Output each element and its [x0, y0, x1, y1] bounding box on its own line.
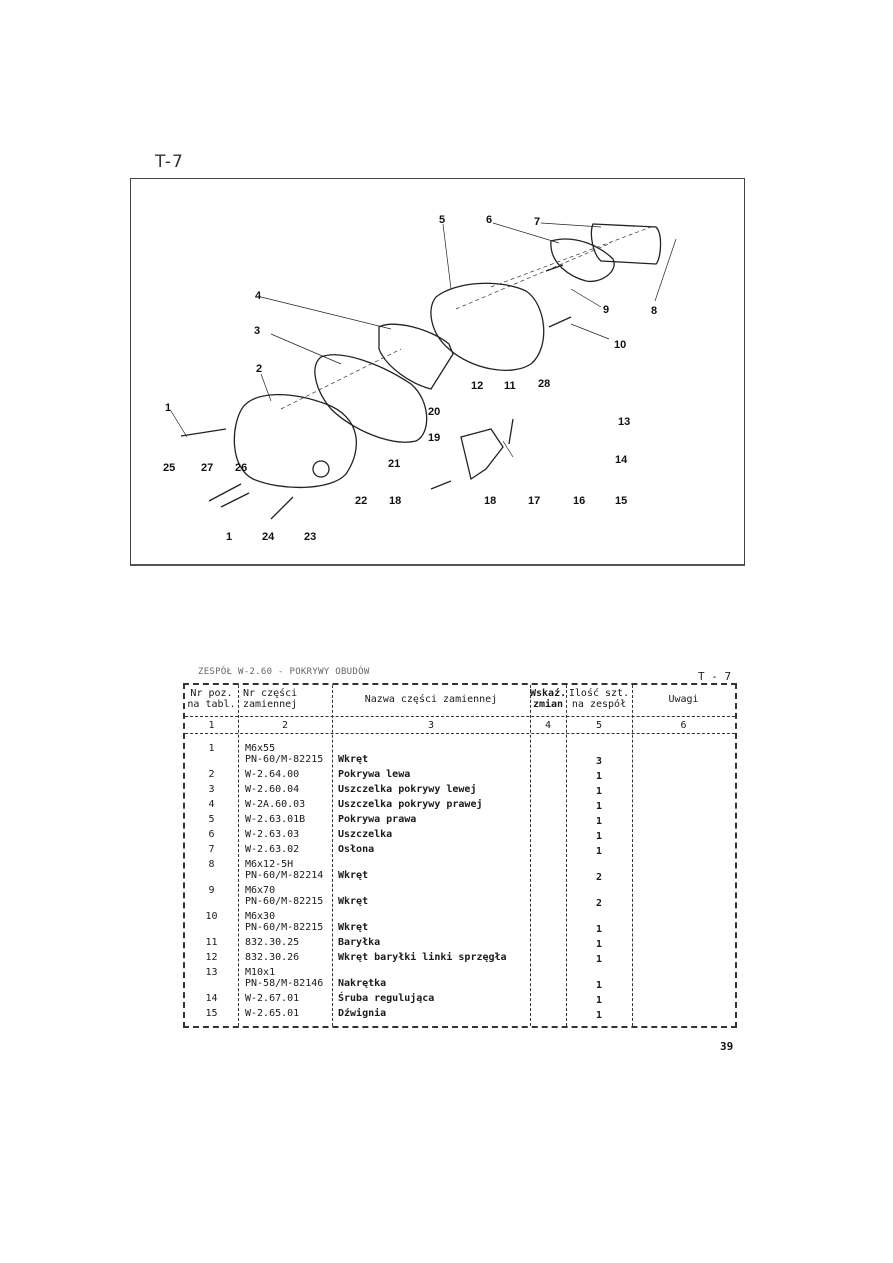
callout-label: 5	[439, 214, 446, 226]
row-part-name: Wkręt	[338, 870, 369, 881]
callout-label: 19	[428, 432, 441, 444]
row-part-number: W-2.63.02	[245, 844, 300, 855]
row-position: 15	[205, 1008, 218, 1019]
row-part-number: PN-60/M-82214	[245, 870, 324, 881]
callout-label: 14	[615, 454, 628, 466]
column-number: 3	[427, 720, 435, 731]
row-part-number: W-2.60.04	[245, 784, 300, 795]
left-cover-part	[234, 395, 356, 488]
header-remarks: Uwagi	[668, 694, 699, 705]
callout-label: 27	[201, 462, 214, 474]
screw-part	[221, 493, 249, 507]
column-number: 2	[281, 720, 289, 731]
row-quantity: 1	[595, 801, 603, 812]
row-quantity: 2	[595, 872, 603, 883]
header-part-number: Nr części zamiennej	[243, 688, 298, 710]
column-number: 6	[680, 720, 687, 731]
row-part-name: Uszczelka pokrywy lewej	[338, 784, 477, 795]
callout-label: 4	[255, 290, 262, 302]
row-part-name: Wkręt	[338, 922, 369, 933]
row-part-name: Uszczelka	[338, 829, 393, 840]
row-quantity: 1	[595, 980, 603, 991]
row-position: 11	[205, 937, 218, 948]
row-position: 8	[208, 859, 215, 870]
callout-label: 28	[538, 378, 551, 390]
row-part-number: W-2.63.01B	[245, 814, 306, 825]
row-position: 9	[208, 885, 215, 896]
callout-label: 24	[262, 531, 275, 543]
screw-part	[271, 497, 293, 519]
page-label: T-7	[155, 152, 184, 172]
callout-label: 22	[355, 495, 368, 507]
row-part-number: PN-60/M-82215	[245, 754, 324, 765]
row-part-number: W-2.67.01	[245, 993, 300, 1004]
exploded-view-figure	[130, 178, 745, 566]
callout-label: 26	[235, 462, 248, 474]
screw-part	[546, 265, 563, 271]
callout-label: 23	[304, 531, 317, 543]
row-quantity: 1	[595, 995, 603, 1006]
row-part-name: Wkręt	[338, 754, 369, 765]
row-quantity: 1	[595, 831, 603, 842]
row-part-name: Wkręt	[338, 896, 369, 907]
callout-label: 20	[428, 406, 441, 418]
row-part-number: M10x1	[245, 967, 276, 978]
row-part-number: M6x30	[245, 911, 276, 922]
left-cover-boss	[313, 461, 329, 477]
right-gasket-part	[379, 324, 453, 389]
row-quantity: 1	[595, 786, 603, 797]
row-position: 13	[205, 967, 218, 978]
row-position: 1	[208, 743, 215, 754]
row-position: 14	[205, 993, 218, 1004]
row-position: 4	[208, 799, 215, 810]
cover-plate-part	[591, 224, 660, 264]
header-position: Nr poz. na tabl.	[187, 688, 236, 710]
row-part-name: Dźwignia	[338, 1008, 387, 1019]
header-change-index: Wskaź. zmian	[530, 688, 567, 710]
row-quantity: 3	[595, 756, 603, 767]
callout-label: 6	[486, 214, 493, 226]
row-part-number: PN-60/M-82215	[245, 896, 324, 907]
row-position: 2	[208, 769, 215, 780]
row-part-number: PN-60/M-82215	[245, 922, 324, 933]
row-part-name: Pokrywa lewa	[338, 769, 411, 780]
callout-label: 2	[256, 363, 263, 375]
callout-label: 17	[528, 495, 541, 507]
screw-part	[509, 419, 513, 444]
callout-label: 9	[603, 304, 610, 316]
callout-label: 1	[226, 531, 233, 543]
callout-label: 8	[651, 305, 658, 317]
row-part-name: Uszczelka pokrywy prawej	[338, 799, 483, 810]
row-position: 7	[208, 844, 215, 855]
screw-part	[181, 429, 226, 436]
row-part-number: PN-58/M-82146	[245, 978, 324, 989]
page-number: 39	[720, 1040, 734, 1053]
callout-label: 18	[484, 495, 497, 507]
callout-label: 13	[618, 416, 631, 428]
screw-part	[549, 317, 571, 327]
parts-table	[183, 683, 737, 1028]
row-part-number: M6x12-5H	[245, 859, 294, 870]
callout-label: 11	[504, 380, 516, 392]
table-code: T - 7	[698, 670, 732, 683]
row-position: 6	[208, 829, 215, 840]
callout-label: 12	[471, 380, 484, 392]
row-position: 10	[205, 911, 218, 922]
row-quantity: 1	[595, 771, 603, 782]
row-part-name: Osłona	[338, 844, 375, 855]
row-part-name: Wkręt baryłki linki sprzęgła	[338, 952, 507, 963]
row-quantity: 1	[595, 939, 603, 950]
callout-label: 10	[614, 339, 627, 351]
table-title: ZESPÓŁ W-2.60 - POKRYWY OBUDÓW	[198, 667, 370, 677]
row-quantity: 1	[595, 816, 603, 827]
row-quantity: 1	[595, 924, 603, 935]
row-position: 12	[205, 952, 218, 963]
callout-label: 15	[615, 495, 628, 507]
row-part-number: W-2A.60.03	[245, 799, 306, 810]
callout-label: 25	[163, 462, 176, 474]
row-part-number: W-2.63.03	[245, 829, 300, 840]
row-part-name: Nakrętka	[338, 978, 387, 989]
row-part-number: 832.30.25	[245, 937, 300, 948]
row-part-name: Pokrywa prawa	[338, 814, 417, 825]
screw-part	[431, 481, 451, 489]
column-number: 1	[208, 720, 215, 731]
exploded-view-drawing	[131, 179, 744, 565]
callout-label: 16	[573, 495, 586, 507]
header-part-name: Nazwa części zamiennej	[364, 694, 498, 705]
callout-label: 1	[165, 402, 172, 414]
column-number: 4	[544, 720, 552, 731]
callout-label: 18	[389, 495, 402, 507]
column-number: 5	[595, 720, 603, 731]
row-quantity: 1	[595, 1010, 603, 1021]
row-part-number: W-2.64.00	[245, 769, 300, 780]
callout-label: 3	[254, 325, 261, 337]
row-part-name: Śruba regulująca	[338, 993, 435, 1004]
row-part-number: W-2.65.01	[245, 1008, 300, 1019]
row-quantity: 1	[595, 846, 603, 857]
row-part-number: M6x55	[245, 743, 276, 754]
row-part-number: 832.30.26	[245, 952, 300, 963]
left-gasket-part	[315, 355, 427, 442]
row-position: 5	[208, 814, 215, 825]
screw-part	[209, 484, 241, 501]
callout-label: 21	[388, 458, 401, 470]
row-quantity: 1	[595, 954, 603, 965]
lever-part	[461, 429, 503, 479]
row-part-name: Baryłka	[338, 937, 381, 948]
callout-label: 7	[534, 216, 541, 228]
header-quantity: Ilość szt. na zespół	[568, 688, 630, 710]
right-cover-part	[431, 283, 544, 370]
row-position: 3	[208, 784, 215, 795]
row-quantity: 2	[595, 898, 603, 909]
row-part-number: M6x70	[245, 885, 276, 896]
